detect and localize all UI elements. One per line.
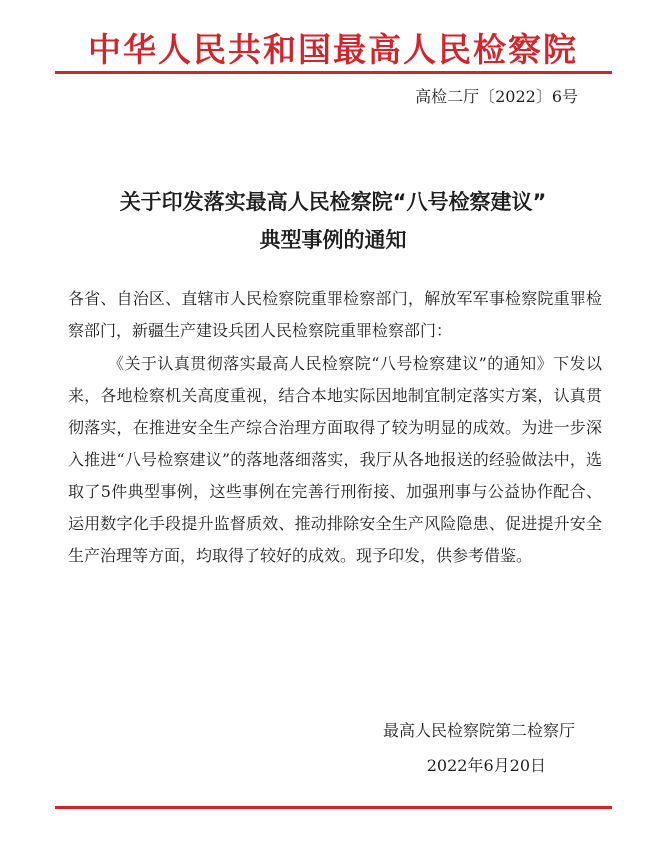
footer-divider: [55, 806, 612, 809]
signature-date: 2022年6月20日: [426, 756, 546, 775]
masthead-divider: [55, 71, 612, 74]
addressee: 各省、自治区、直辖市人民检察院重罪检察部门，解放军军事检察院重罪检察部门，新疆生产建设兵团人民检察院重罪检察部门：: [68, 289, 602, 340]
document-number: 高检二厅〔2022〕6号: [415, 87, 578, 106]
body-paragraph: 《关于认真贯彻落实最高人民检察院“八号检察建议”的通知》下发以来，各地检察机关高度重视，结合本地实际因地制宜制定落实方案，认真贯彻落实，在推进安全生产综合治理方面取得了较为明显的成效。为进一步深入推进“八号检察建议”的落地落细落实，我厅从各地报送的经验做法中，选取了5件典型事例，这些事例在完善行刑衔接、加强刑事与公益协作配合、运用数字化手段提升监督质效、推动排除安全生产风险隐患、促进提升安全生产治理等方面，均取得了较好的成效。现予印发，供参考借鉴。: [68, 354, 602, 565]
signature-organization: 最高人民检察院第二检察厅: [382, 721, 575, 740]
masthead-title: 中华人民共和国最高人民检察院: [88, 30, 578, 66]
document-title-line-1: 关于印发落实最高人民检察院“八号检察建议”: [119, 190, 547, 214]
document-title-line-2: 典型事例的通知: [259, 228, 407, 252]
